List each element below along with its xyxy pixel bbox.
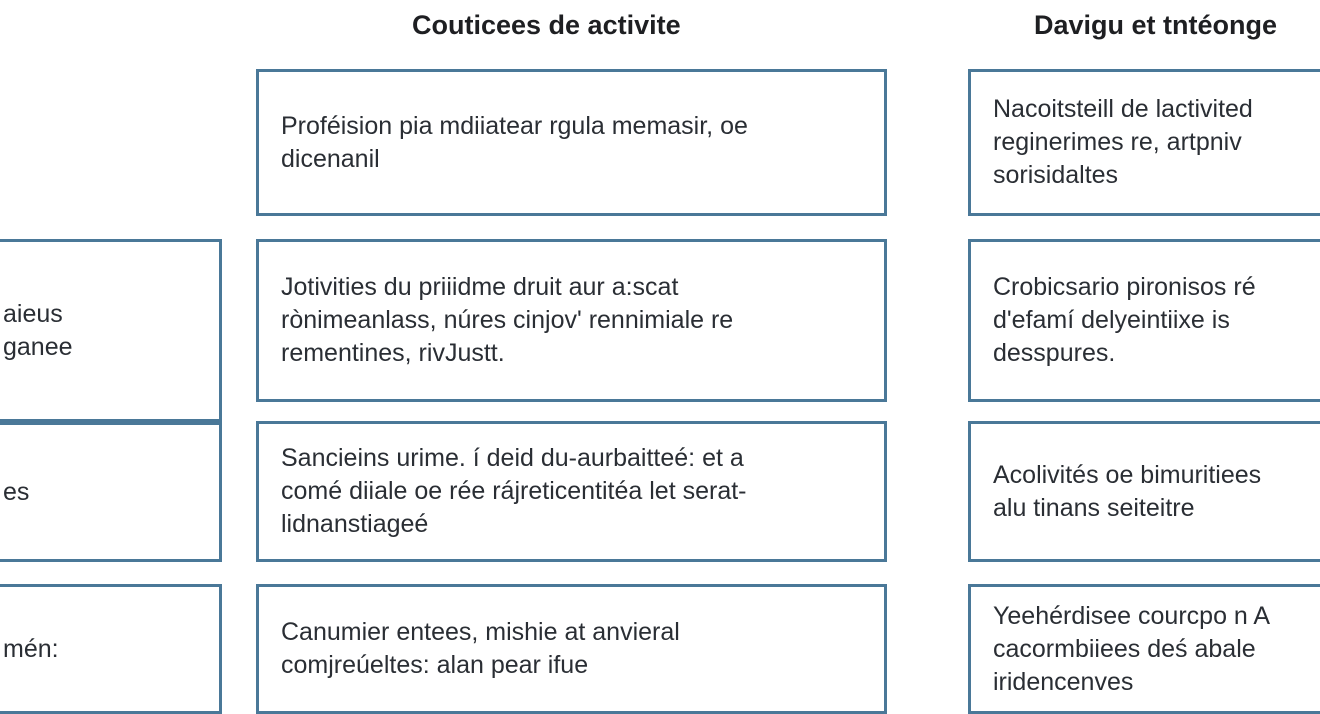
middle-box-1 (256, 69, 887, 216)
right-box-1-line-3: sorisidaltes (993, 161, 1119, 189)
column-heading-middle: Couticees de activite (412, 10, 681, 40)
right-box-3 (968, 421, 1320, 562)
right-box-4-line-1: Yeehérdisee courcpo n A (993, 601, 1271, 630)
middle-box-4-line-1: Canumier entees, mishie at anvieral (281, 618, 680, 646)
middle-box-2-line-1: Jotivities du priiidme druit aur a:scat (281, 273, 679, 301)
middle-box-3-line-2: comé diiale oe rée rájreticentitéa let serat- (281, 477, 747, 505)
middle-box-1-line-2: dicenanil (281, 144, 380, 173)
left-box-3 (0, 584, 222, 714)
left-box-2-line-1: es (3, 477, 30, 506)
right-box-2 (968, 239, 1320, 402)
middle-box-1-line-1: Proféision pia mdiiatear rgula memasir, oe (281, 111, 748, 140)
column-heading-right: Davigu et tntéonge (1034, 10, 1278, 40)
right-box-2-line-1: Crobicsario pironisos ré (993, 273, 1256, 301)
middle-box-3-line-1: Sancieins urime. í deid du-aurbaitteé: et a (281, 444, 744, 472)
right-box-4-line-2: cacormbiiees deś abale (993, 634, 1256, 663)
right-box-4 (968, 584, 1320, 714)
left-box-1-line-1: aieus (3, 299, 63, 328)
middle-box-2-line-3: rementines, rivJustt. (281, 339, 505, 367)
right-box-2-line-2: d'efamí delyeintiixe is (993, 306, 1230, 334)
right-box-3-line-1: Acolivités oe bimuritiees (993, 460, 1262, 489)
middle-box-3-line-3: lidnanstiageé (281, 510, 429, 538)
right-box-1-line-1: Nacoitsteill de lactivited (993, 95, 1253, 123)
left-box-2 (0, 422, 222, 562)
right-box-1 (968, 69, 1320, 216)
right-box-2-line-3: desspures. (993, 339, 1116, 367)
right-box-4-line-3: iridencenves (993, 667, 1134, 696)
middle-box-3 (256, 421, 887, 562)
right-box-3-line-2: alu tinans seiteitre (993, 493, 1195, 522)
left-box-3-line-1: mén: (3, 634, 59, 663)
right-box-1-line-2: reginerimes re, artpniv (993, 128, 1242, 156)
left-box-1-line-2: ganee (3, 332, 73, 361)
left-box-1 (0, 239, 222, 422)
middle-box-2-line-2: rònimeanlass, núres cinjov' rennimiale re (281, 306, 734, 334)
middle-box-4-line-2: comjreúeltes: alan pear ifue (281, 651, 589, 679)
middle-box-2 (256, 239, 887, 402)
middle-box-4 (256, 584, 887, 714)
